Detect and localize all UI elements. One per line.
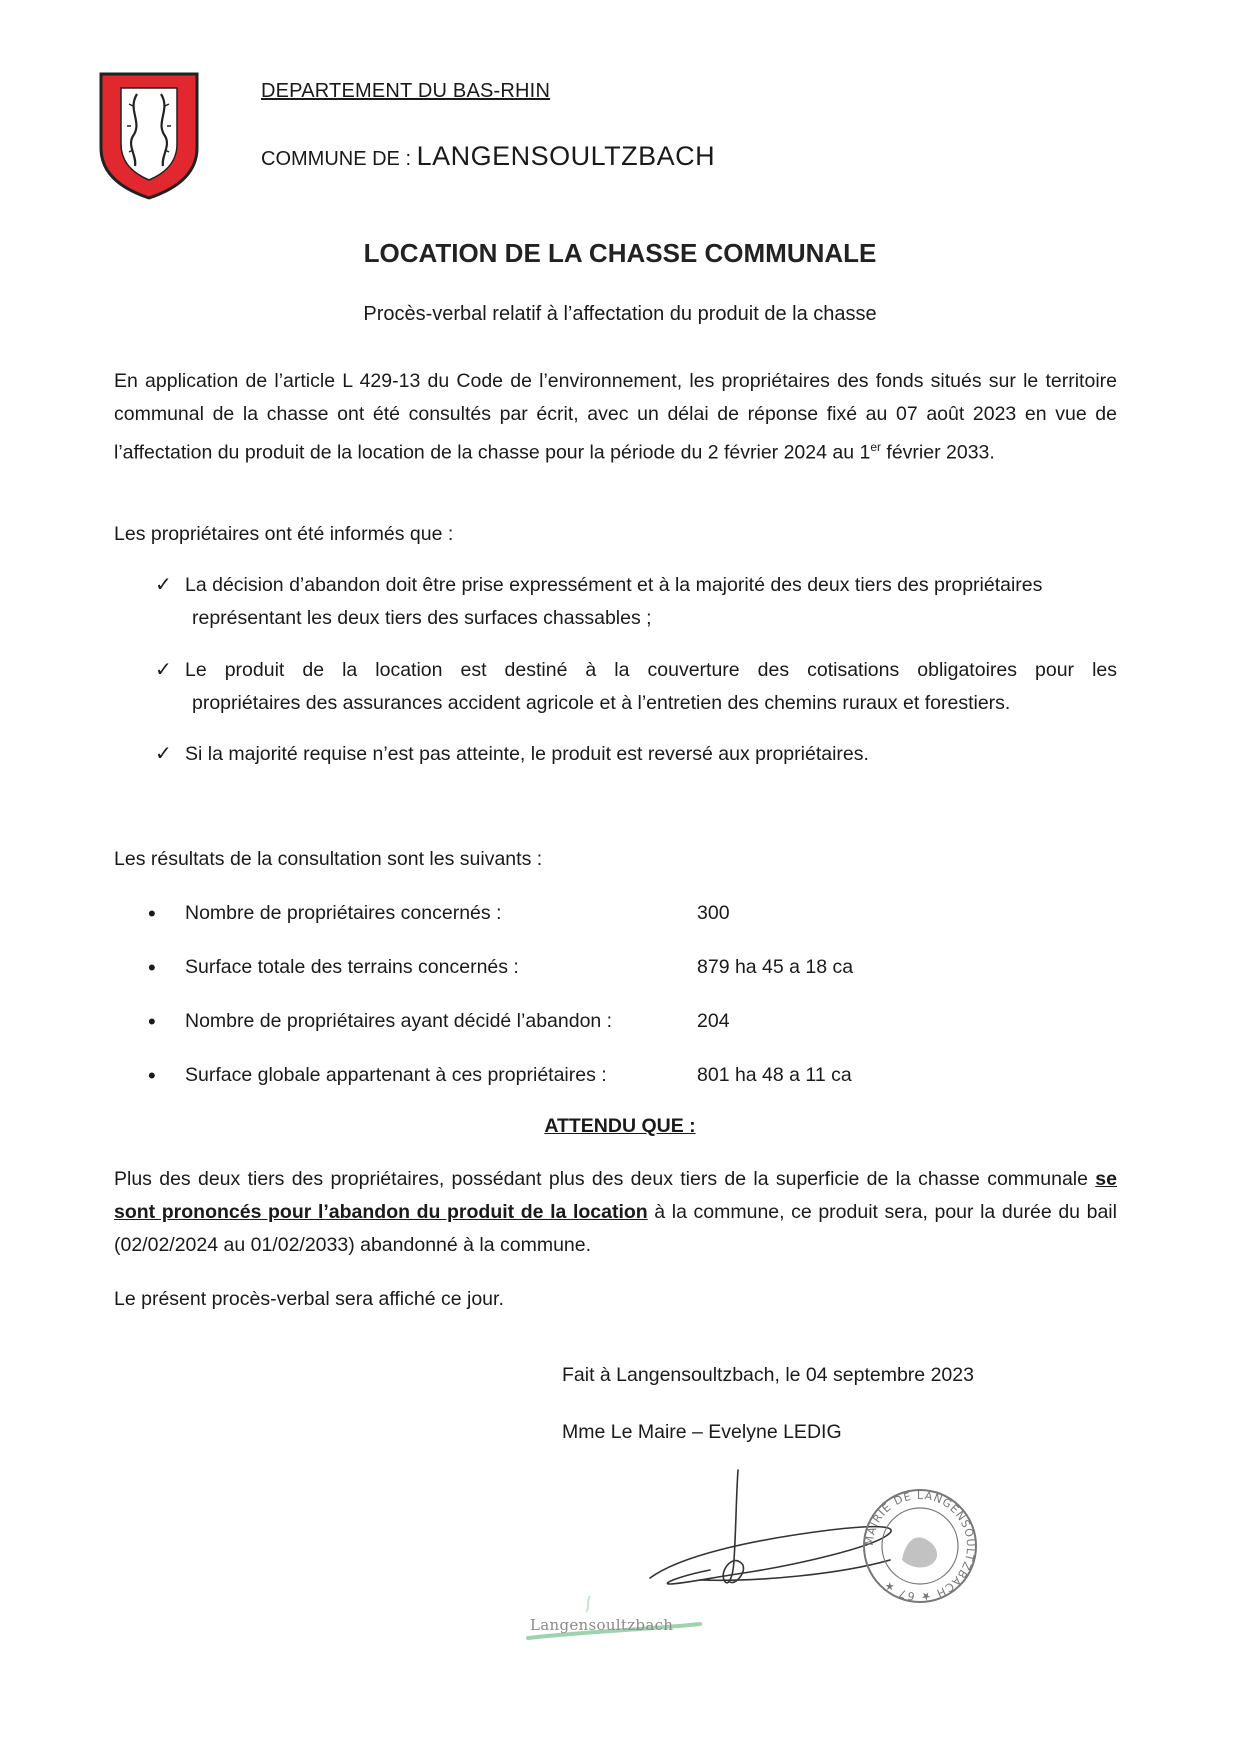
condition-item [114,569,1117,635]
condition-list [114,738,1117,771]
document-title: LOCATION DE LA CHASSE COMMUNALE [363,238,877,268]
department-heading: DEPARTEMENT DU BAS-RHIN [261,80,551,102]
document-subtitle: Procès-verbal relatif à l’affectation du produit de la chasse [363,303,877,325]
intro-paragraph [114,365,1117,470]
checkmark-icon: ✓ [155,659,172,681]
footer-logo-text: Langensoultzbach [530,1616,674,1634]
intro-superscript: er [870,440,881,454]
results-list [114,897,1014,1113]
stamp-text: MAIRIE DE LANGENSOULTZBACH ★ 67 ★ [862,1488,978,1604]
mairie-stamp [863,1489,977,1603]
condition-line2: propriétaires des assurances accident agricole et à l’entretien des chemins ruraux et forestiers. [192,692,1011,714]
affichage-statement: Le présent procès-verbal sera affiché ce jour. [114,1288,504,1310]
result-row [114,897,1014,951]
results-intro: Les résultats de la consultation sont les suivants : [114,848,543,870]
conclusion-part1: Plus des deux tiers des propriétaires, possédant plus des deux tiers de la superficie de la chasse communale [114,1168,1096,1190]
commune-prefix: COMMUNE DE [261,148,400,170]
signer-name: Mme Le Maire – Evelyne LEDIG [562,1421,842,1443]
condition-item [114,654,1117,720]
bullet-icon: • [148,1009,156,1034]
result-value: 300 [697,902,730,924]
result-row [114,951,1014,1005]
intro-text-part1: En application de l’article L 429-13 du Code de l’environnement, les propriétaires des fonds situés sur le territoire communal de la chasse ont été consultés par écrit, avec un délai de réponse fixé au 07 août 2023 en vue de l’affectation du produit de la location de la chasse pour la période du 2 février 2024 au 1 [114,370,1117,464]
checkmark-icon: ✓ [155,574,172,596]
attendu-heading: ATTENDU QUE : [544,1115,696,1137]
commune-coat-of-arms-icon [97,70,201,200]
conclusion-part2: à la commune, ce produit sera, pour la durée du bail (02/02/2024 au 01/02/2033) abandonné à la commune. [114,1201,1117,1256]
result-value: 879 ha 45 a 18 ca [697,956,854,978]
conclusion-emphasis: se sont prononcés pour l’abandon du produit de la location [114,1168,1117,1223]
result-label: Surface totale des terrains concernés : [185,956,519,978]
result-value: 801 ha 48 a 11 ca [697,1064,852,1086]
result-label: Nombre de propriétaires ayant décidé l’abandon : [185,1010,613,1032]
signature-and-stamp [640,1460,1000,1610]
intro-text-part2: février 2033. [881,441,995,464]
bullet-icon: • [148,901,156,926]
result-label: Nombre de propriétaires concernés : [185,902,502,924]
bullet-icon: • [148,955,156,980]
checkmark-icon: ✓ [155,743,172,765]
condition-list [114,569,1117,635]
bullet-icon: • [148,1063,156,1088]
place-date: Fait à Langensoultzbach, le 04 septembre 2023 [562,1364,974,1386]
condition-item [114,738,1117,771]
result-row [114,1059,1014,1113]
condition-list [114,654,1117,720]
condition-line1: Si la majorité requise n’est pas atteinte, le produit est reversé aux propriétaires. [185,743,869,765]
result-row [114,1005,1014,1059]
informed-intro: Les propriétaires ont été informés que : [114,523,454,545]
commune-footer-logo [520,1590,710,1650]
condition-line2: représentant les deux tiers des surfaces chassables ; [192,607,652,629]
result-value: 204 [697,1010,730,1032]
commune-separator: : [399,148,417,170]
commune-heading [261,141,715,172]
handwritten-signature [650,1470,891,1584]
commune-name: LANGENSOULTZBACH [416,141,716,171]
condition-line1: Le produit de la location est destiné à la couverture des cotisations obligatoires pour les [185,659,1117,681]
condition-line1: La décision d’abandon doit être prise expressément et à la majorité des deux tiers des propriétaires [185,574,1043,596]
result-label: Surface globale appartenant à ces propriétaires : [185,1064,607,1086]
conclusion-paragraph [114,1163,1117,1262]
